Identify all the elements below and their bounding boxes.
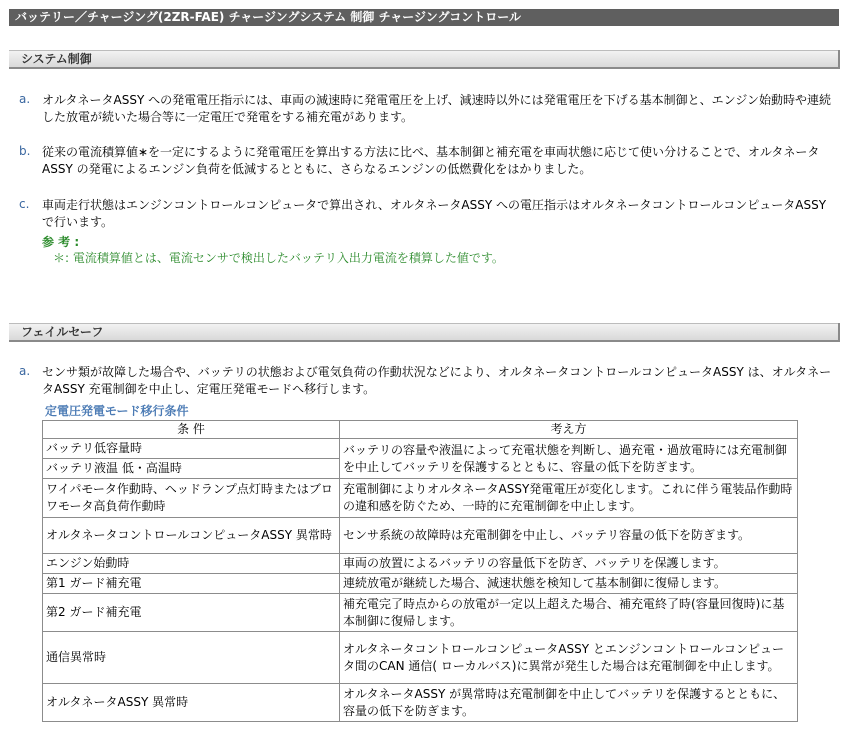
section-heading-failsafe: フェイルセーフ <box>9 323 839 342</box>
section-heading-system-control: システム制御 <box>9 50 839 69</box>
reason-cell: オルタネータコントロールコンピュータASSY とエンジンコントロールコンピュータ間のCAN 通信( ローカルバス)に異常が発生した場合は充電制御を中止します。 <box>340 632 798 684</box>
conditions-table <box>42 420 798 722</box>
condition-cell: 第2 ガード補充電 <box>43 594 340 632</box>
reason-cell: センサ系統の故障時は充電制御を中止し、バッテリ容量の低下を防ぎます。 <box>340 518 798 554</box>
table-row <box>43 574 798 594</box>
note-heading: 参 考 : <box>42 235 80 249</box>
table-row <box>43 439 798 459</box>
list-marker: a. <box>19 364 31 378</box>
reason-cell: バッテリの容量や液温によって充電状態を判断し、過充電・過放電時には充電制御を中止してバッテリを保護するとともに、容量の低下を防ぎます。 <box>340 439 798 479</box>
list-item-text: 車両走行状態はエンジンコントロールコンピュータで算出され、オルタネータASSY への電圧指示はオルタネータコントロールコンピュータASSY で行います。 <box>42 198 827 229</box>
condition-cell: 第1 ガード補充電 <box>43 574 340 594</box>
table-row <box>43 518 798 554</box>
column-header: 考え方 <box>340 421 798 439</box>
column-header: 条 件 <box>43 421 340 439</box>
reason-cell: 充電制御によりオルタネータASSY発電電圧が変化します。これに伴う電装品作動時の違和感を防ぐため、一時的に充電制御を中止します。 <box>340 479 798 518</box>
reason-cell: 補充電完了時点からの放電が一定以上超えた場合、補充電終了時(容量回復時)に基本制御に復帰します。 <box>340 594 798 632</box>
condition-cell: エンジン始動時 <box>43 554 340 574</box>
list-marker: c. <box>19 197 30 211</box>
page-title: バッテリー／チャージング(2ZR-FAE) チャージングシステム 制御 チャージングコントロール <box>9 9 839 26</box>
list-marker: a. <box>19 92 31 106</box>
condition-cell: バッテリ低容量時 <box>43 439 340 459</box>
table-row <box>43 632 798 684</box>
condition-cell: オルタネータコントロールコンピュータASSY 異常時 <box>43 518 340 554</box>
condition-cell: オルタネータASSY 異常時 <box>43 684 340 722</box>
reason-cell: 車両の放置によるバッテリの容量低下を防ぎ、バッテリを保護します。 <box>340 554 798 574</box>
reason-cell: 連続放電が継続した場合、減速状態を検知して基本制御に復帰します。 <box>340 574 798 594</box>
table-row <box>43 479 798 518</box>
list-item-text: オルタネータASSY への発電電圧指示には、車両の減速時に発電電圧を上げ、減速時以外には発電電圧を下げる基本制御と、エンジン始動時や連続した放電が続いた場合等に一定電圧で発電をする補充電があります。 <box>42 93 832 124</box>
list-marker: b. <box>19 144 31 158</box>
condition-cell: ワイパモータ作動時、ヘッドランプ点灯時またはブロワモータ高負荷作動時 <box>43 479 340 518</box>
table-header-row <box>43 421 798 439</box>
list-item-text: 従来の電流積算値∗を一定にするように発電電圧を算出する方法に比べ、基本制御と補充電を車両状態に応じて使い分けることで、オルタネータASSY の発電によるエンジン負荷を低減するとともに、さらなるエンジンの低燃費化をはかりました。 <box>42 145 820 176</box>
table-row <box>43 684 798 722</box>
table-row <box>43 594 798 632</box>
condition-cell: 通信異常時 <box>43 632 340 684</box>
table-caption: 定電圧発電モード移行条件 <box>45 404 189 418</box>
table-row <box>43 554 798 574</box>
reason-cell: オルタネータASSY が異常時は充電制御を中止してバッテリを保護するとともに、容量の低下を防ぎます。 <box>340 684 798 722</box>
condition-cell: バッテリ液温 低・高温時 <box>43 459 340 479</box>
note-text: ＊: 電流積算値とは、電流センサで検出したバッテリ入出力電流を積算した値です。 <box>53 251 504 265</box>
list-item-text: センサ類が故障した場合や、バッテリの状態および電気負荷の作動状況などにより、オルタネータコントロールコンピュータASSY は、オルタネータASSY 充電制御を中止し、定電圧発電モードへ移行します。 <box>42 365 832 396</box>
